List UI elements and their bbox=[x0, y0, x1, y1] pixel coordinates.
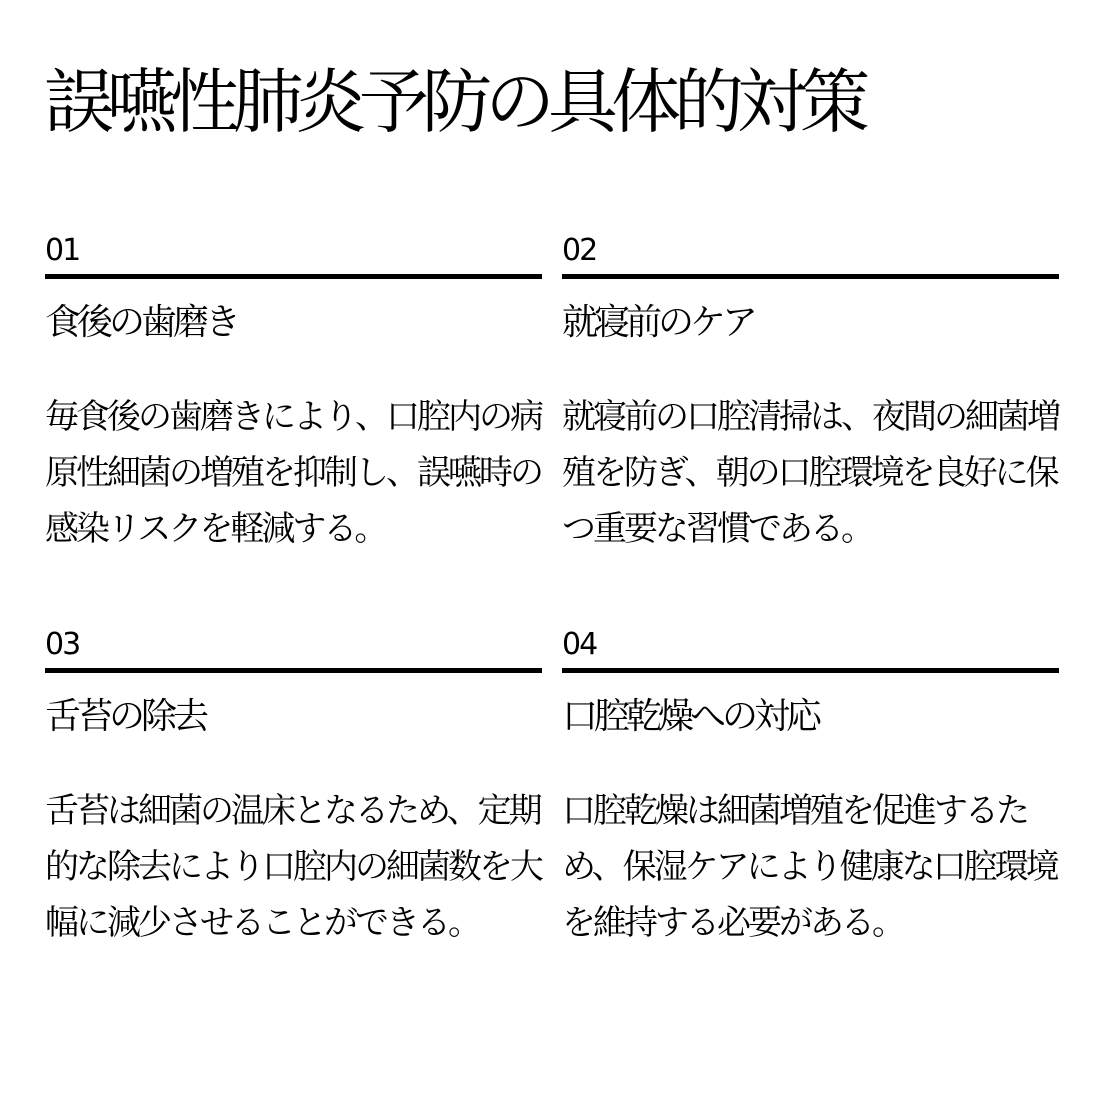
measure-card bbox=[45, 228, 542, 557]
card-title: 舌苔の除去 bbox=[45, 696, 206, 737]
card-divider bbox=[45, 274, 542, 279]
card-title: 就寝前のケア bbox=[562, 302, 755, 343]
measure-card bbox=[45, 622, 542, 951]
card-description: 毎食後の歯磨きにより、口腔内の病原性細菌の増殖を抑制し、誤嚥時の感染リスクを軽減する。 bbox=[45, 397, 541, 549]
card-number: 04 bbox=[562, 627, 597, 662]
card-title: 口腔乾燥への対応 bbox=[562, 696, 819, 737]
card-number: 02 bbox=[562, 233, 597, 268]
measure-card bbox=[562, 228, 1059, 557]
card-description: 就寝前の口腔清掃は、夜間の細菌増殖を防ぎ、朝の口腔環境を良好に保つ重要な習慣である。 bbox=[562, 397, 1058, 549]
card-divider bbox=[562, 274, 1059, 279]
measure-card bbox=[562, 622, 1059, 951]
card-description: 口腔乾燥は細菌増殖を促進するため、保湿ケアにより健康な口腔環境を維持する必要がある。 bbox=[562, 791, 1057, 943]
card-number: 01 bbox=[45, 233, 80, 268]
page-title: 誤嚥性肺炎予防の具体的対策 bbox=[44, 61, 863, 143]
card-title: 食後の歯磨き bbox=[45, 302, 238, 343]
card-number: 03 bbox=[45, 627, 80, 662]
card-divider bbox=[45, 668, 542, 673]
card-divider bbox=[562, 668, 1059, 673]
card-description: 舌苔は細菌の温床となるため、定期的な除去により口腔内の細菌数を大幅に減少させることができる。 bbox=[45, 791, 541, 943]
